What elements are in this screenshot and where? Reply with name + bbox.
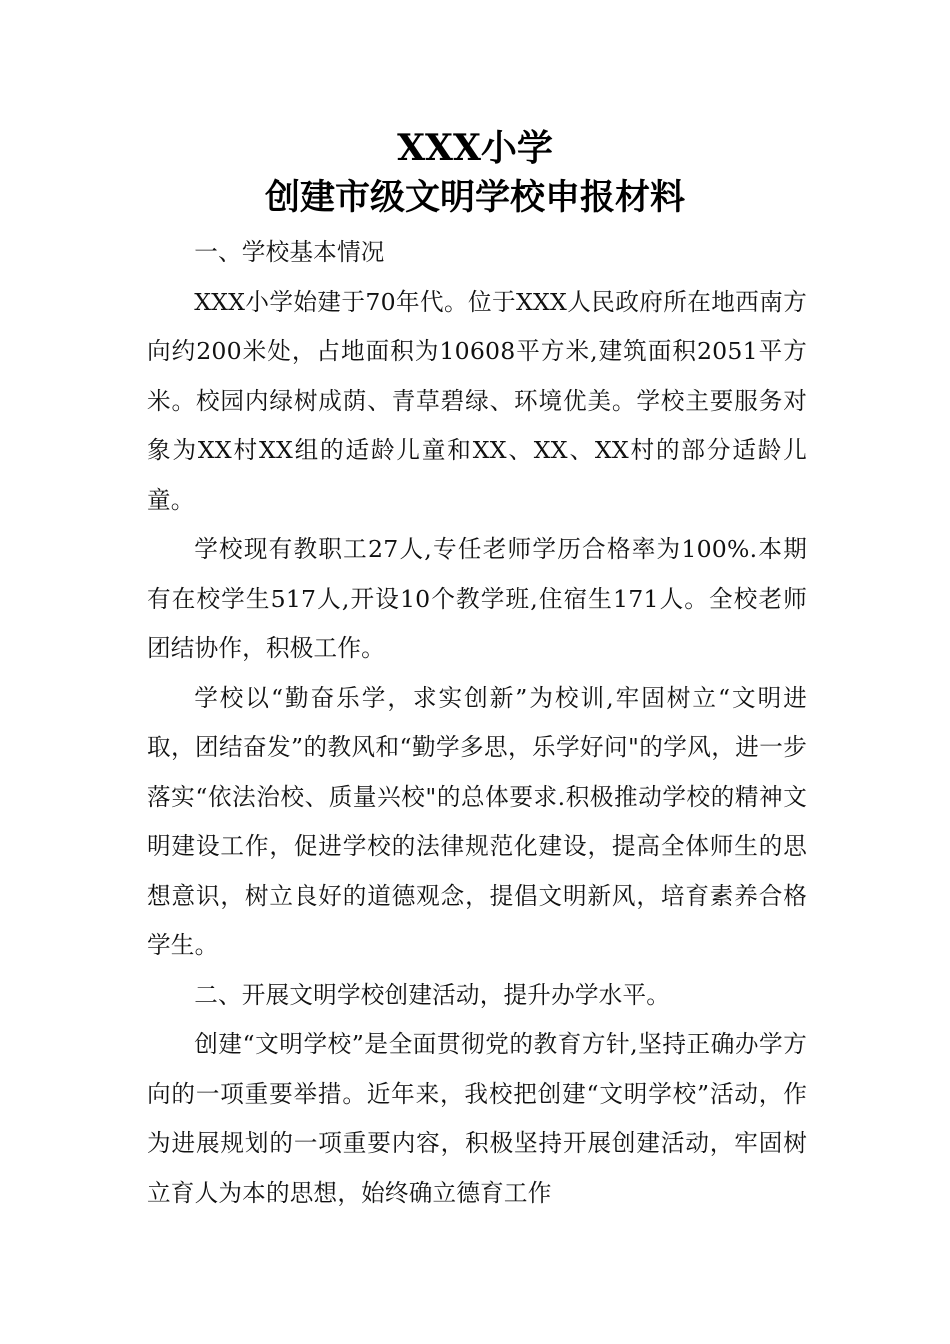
paragraph-civilization-campaign: 创建“文明学校”是全面贯彻党的教育方针,坚持正确办学方向的一项重要举措。近年来，我校把创建“文明学校”活动，作为进展规划的一项重要内容，积极坚持开展创建活动，牢固树立育人为本的思想，始终确立德育工作 <box>147 1030 807 1207</box>
section-heading-basic-info: 一、学校基本情况 <box>194 238 385 266</box>
paragraph-school-motto: 学校以“勤奋乐学，求实创新”为校训,牢固树立“文明进取，团结奋发”的教风和“勤学多思，乐学好问"的学风，进一步落实“依法治校、质量兴校"的总体要求.积极推动学校的精神文明建设工作，促进学校的法律规范化建设，提高全体师生的思想意识，树立良好的道德观念，提倡文明新风，培育素养合格学生。 <box>147 683 807 959</box>
document-body <box>147 228 807 1218</box>
section-heading-civilization-activities: 二、开展文明学校创建活动，提升办学水平。 <box>194 980 671 1009</box>
document-title-subject: 创建市级文明学校申报材料 <box>264 177 685 218</box>
document-title-school: XXX小学 <box>397 127 553 169</box>
paragraph-staff-students: 学校现有教职工27人,专任老师学历合格率为100%.本期有在校学生517人,开设10个教学班,住宿生171人。全校老师团结协作，积极工作。 <box>147 535 807 662</box>
paragraph-school-history: XXX小学始建于70年代。位于XXX人民政府所在地西南方向约200米处，占地面积为10608平方米,建筑面积2051平方米。校园内绿树成荫、青草碧绿、环境优美。学校主要服务对象为XX村XX组的适龄儿童和XX、XX、XX村的部分适龄儿童。 <box>147 287 807 514</box>
